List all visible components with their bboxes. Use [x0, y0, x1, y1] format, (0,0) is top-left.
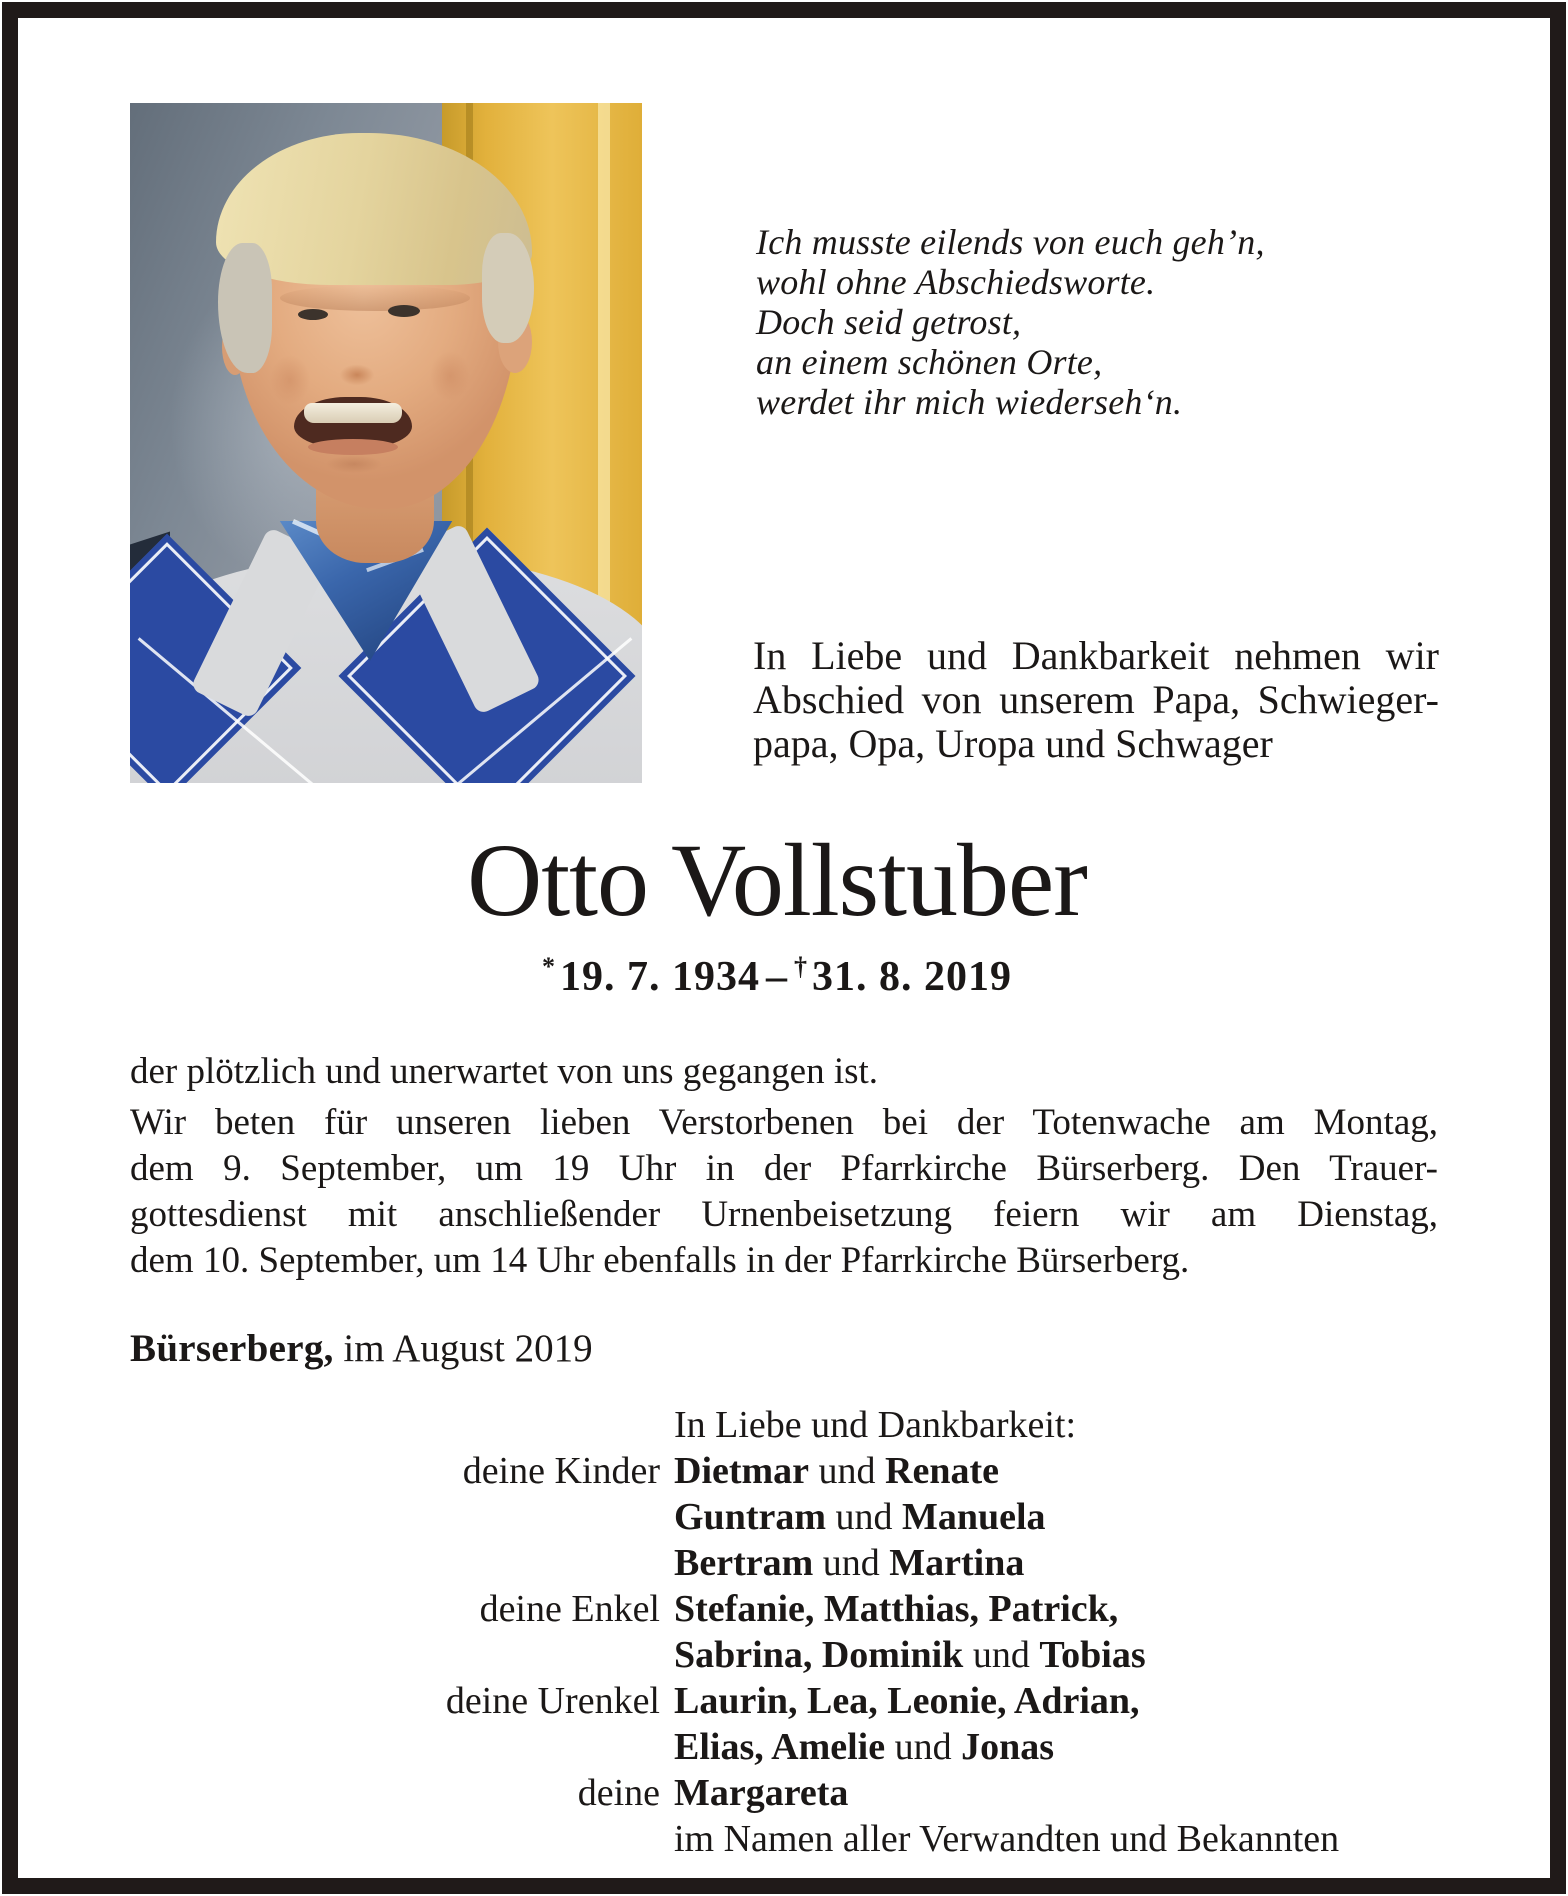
photo-brow-shadow — [280, 285, 470, 311]
photo-nose-shadow — [334, 325, 380, 389]
photo-eye-left — [298, 309, 328, 320]
family-role-label: deine Kinder — [462, 1450, 660, 1492]
family-role-label — [130, 1632, 660, 1678]
photo-cheek-left — [270, 355, 310, 405]
family-row — [130, 1632, 1438, 1678]
dates-separator: – — [766, 954, 788, 1000]
deceased-name: Otto Vollstuber — [467, 823, 1087, 938]
intro-line: In Liebe und Dankbarkeit nehmen wir — [753, 633, 1439, 678]
portrait-photo — [130, 103, 642, 783]
photo-hair-side-right — [482, 233, 534, 343]
announcement-line: Wir beten für unseren lieben Verstorbenen bei der Totenwache am Montag, — [130, 1102, 1438, 1143]
family-names: Dietmar und Renate — [674, 1450, 1000, 1492]
family-list — [130, 1402, 1438, 1862]
family-role-label: deine — [577, 1772, 660, 1814]
poem-line: werdet ihr mich wiederseh‘n. — [756, 382, 1183, 422]
passing-line: der plötzlich und unerwartet von uns gegangen ist. — [130, 1051, 879, 1092]
poem-line: wohl ohne Abschiedsworte. — [756, 262, 1156, 302]
announcement-line: dem 10. September, um 14 Uhr ebenfalls in der Pfarrkirche Bürserberg. — [130, 1240, 1190, 1281]
family-row — [130, 1816, 1438, 1862]
farewell-intro — [753, 634, 1439, 766]
family-role-label — [130, 1494, 660, 1540]
intro-line: Abschied von unserem Papa, Schwieger- — [753, 677, 1439, 722]
memorial-poem — [756, 222, 1265, 422]
family-names: Guntram und Manuela — [674, 1496, 1046, 1538]
family-row — [130, 1678, 1438, 1724]
family-role-label: deine Enkel — [479, 1588, 660, 1630]
family-row — [130, 1402, 1438, 1448]
death-date: 31. 8. 2019 — [812, 954, 1013, 1000]
photo-eye-right — [388, 305, 420, 317]
announcement-line: dem 9. September, um 19 Uhr in der Pfarrkirche Bürserberg. Den Trauer- — [130, 1148, 1438, 1189]
family-names: Margareta — [674, 1772, 849, 1814]
family-role-label — [130, 1816, 660, 1862]
family-row — [130, 1586, 1438, 1632]
intro-line: papa, Opa, Uropa und Schwager — [753, 721, 1273, 766]
dateline — [130, 1326, 593, 1371]
photo-cheek-right — [430, 351, 470, 401]
photo-teeth — [304, 403, 402, 423]
birth-date: 19. 7. 1934 — [560, 954, 760, 1000]
announcement-line: gottesdienst mit anschließender Urnenbeisetzung feiern wir am Dienstag, — [130, 1194, 1438, 1235]
family-row — [130, 1540, 1438, 1586]
birth-star-icon: * — [541, 952, 556, 981]
family-row — [130, 1770, 1438, 1816]
family-names: Laurin, Lea, Leonie, Adrian, — [674, 1680, 1140, 1722]
death-cross-icon: † — [794, 952, 809, 981]
photo-chin-shadow — [326, 455, 382, 473]
family-names: Sabrina, Dominik und Tobias — [674, 1634, 1146, 1676]
family-names: In Liebe und Dankbarkeit: — [674, 1404, 1077, 1446]
family-role-label — [130, 1540, 660, 1586]
family-role-label — [130, 1402, 660, 1448]
family-row — [130, 1448, 1438, 1494]
family-role-label — [130, 1724, 660, 1770]
closing-line: im Namen aller Verwandten und Bekannten — [674, 1818, 1340, 1860]
poem-line: an einem schönen Orte, — [756, 342, 1103, 382]
dateline-date: im August 2019 — [333, 1327, 593, 1370]
family-names: Bertram und Martina — [674, 1542, 1025, 1584]
funeral-announcement — [130, 1100, 1438, 1284]
poem-line: Ich musste eilends von euch geh’n, — [756, 222, 1265, 262]
poem-line: Doch seid getrost, — [756, 302, 1022, 342]
family-role-label: deine Urenkel — [445, 1680, 660, 1722]
dateline-place: Bürserberg, — [130, 1327, 334, 1370]
family-row — [130, 1494, 1438, 1540]
life-dates — [0, 952, 1554, 1001]
photo-lower-lip — [308, 439, 398, 455]
family-row — [130, 1724, 1438, 1770]
family-names: Stefanie, Matthias, Patrick, — [674, 1588, 1119, 1630]
family-names: Elias, Amelie und Jonas — [674, 1726, 1055, 1768]
